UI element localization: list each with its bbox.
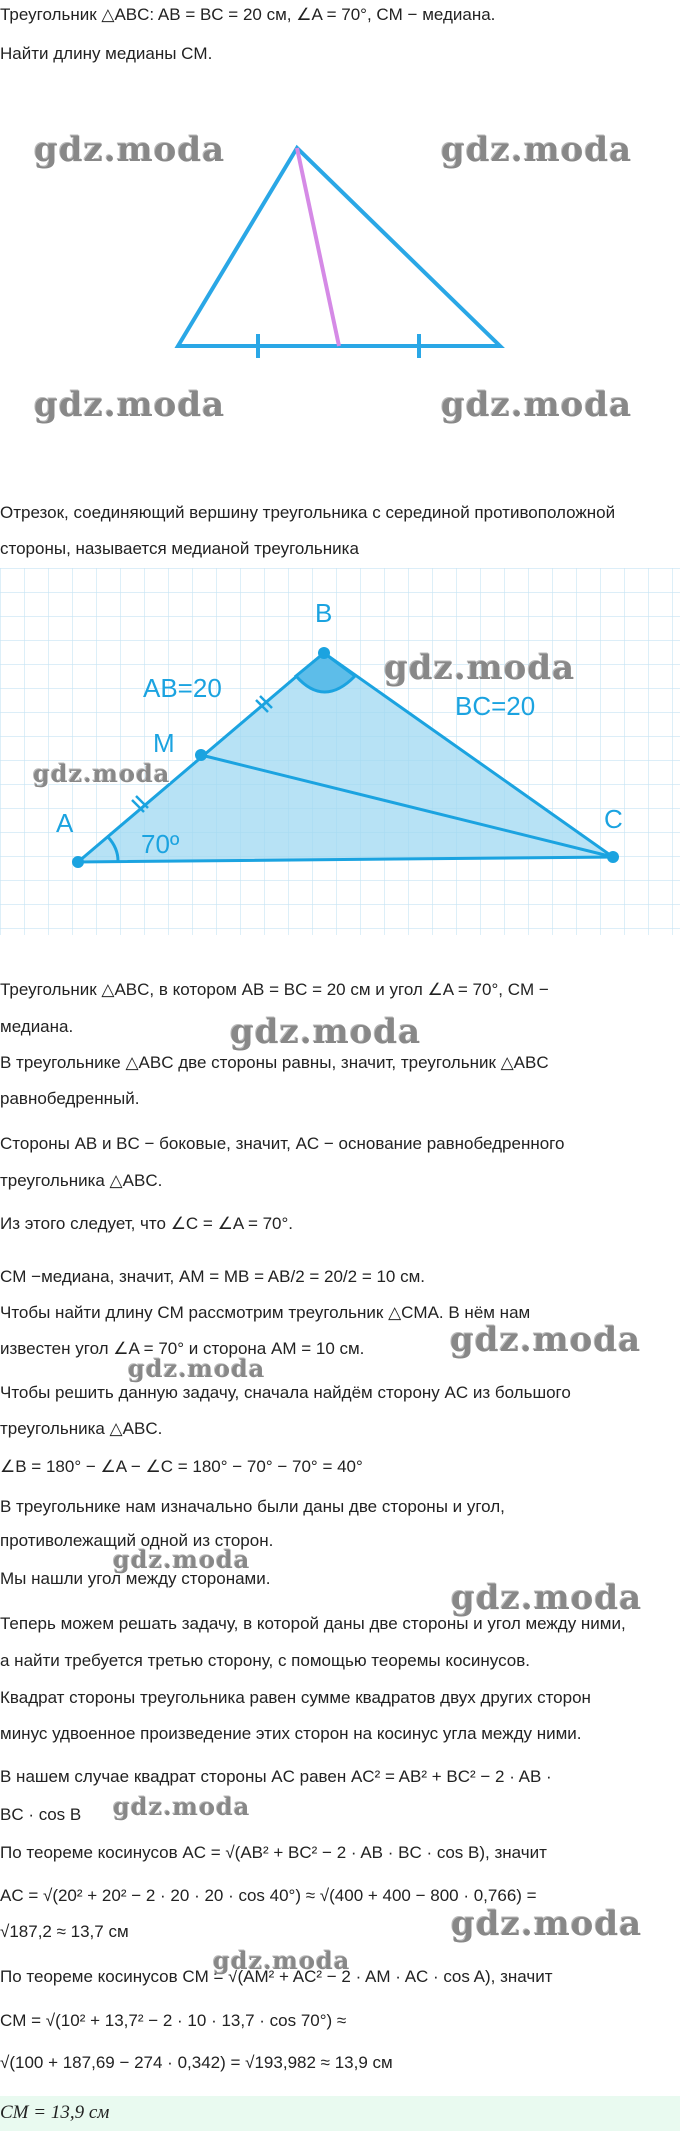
solution-line-15: противолежащий одной из сторон. bbox=[0, 1531, 274, 1550]
solution-line-25: √187,2 ≈ 13,7 см bbox=[0, 1922, 129, 1941]
label-m: M bbox=[153, 728, 175, 758]
solution-line-18: а найти требуется третью сторону, с помощью теоремы косинусов. bbox=[0, 1651, 531, 1670]
solution-line-28: √(100 + 187,69 − 274 · 0,342) = √193,982 ≈ 13,9 см bbox=[0, 2053, 393, 2072]
watermark: gdz.moda bbox=[34, 130, 226, 170]
solution-line-12: треугольника △ABC. bbox=[0, 1419, 163, 1438]
answer-text: CM = 13,9 см bbox=[0, 2102, 110, 2123]
watermark: gdz.moda bbox=[441, 385, 633, 425]
triangle-figure-2 bbox=[0, 568, 680, 935]
solution-line-8: CM −медиана, значит, AM = MB = AB/2 = 20/2 = 10 см. bbox=[0, 1267, 426, 1286]
solution-line-5: Стороны AB и BC − боковые, значит, AC − основание равнобедренного bbox=[0, 1134, 565, 1153]
solution-line-6: треугольника △ABC. bbox=[0, 1171, 163, 1190]
definition-line-2: стороны, называется медианой треугольника bbox=[0, 539, 359, 558]
watermark: gdz.moda bbox=[33, 759, 171, 788]
solution-line-16: Мы нашли угол между сторонами. bbox=[0, 1569, 271, 1588]
watermark: gdz.moda bbox=[384, 648, 576, 688]
solution-line-13: ∠B = 180° − ∠A − ∠C = 180° − 70° − 70° = 40° bbox=[0, 1457, 363, 1476]
solution-line-26: По теореме косинусов CM = √(AM² + AC² − 2 · AM · AC · cos A), значит bbox=[0, 1967, 553, 1986]
point-m bbox=[195, 749, 207, 761]
point-a bbox=[72, 856, 84, 868]
solution-line-4: равнобедренный. bbox=[0, 1089, 140, 1108]
label-bc: BC=20 bbox=[455, 691, 536, 721]
watermark: gdz.moda bbox=[441, 130, 633, 170]
solution-line-21: В нашем случае квадрат стороны AC равен AC² = AB² + BC² − 2 · AB · bbox=[0, 1767, 552, 1786]
label-ab: AB=20 bbox=[143, 673, 222, 703]
label-c: C bbox=[604, 804, 623, 834]
solution-line-24: AC = √(20² + 20² − 2 · 20 · 20 · cos 40°) ≈ √(400 + 400 − 800 · 0,766) = bbox=[0, 1886, 537, 1905]
median-line bbox=[297, 148, 339, 346]
problem-line-1: Треугольник △ABC: AB = BC = 20 см, ∠A = 70°, CM − медиана. bbox=[0, 5, 496, 24]
definition-line-1: Отрезок, соединяющий вершину треугольника с серединой противоположной bbox=[0, 503, 616, 522]
watermark: gdz.moda bbox=[113, 1792, 251, 1821]
solution-line-9: Чтобы найти длину CM рассмотрим треугольник △CMA. В нём нам bbox=[0, 1303, 531, 1322]
watermark: gdz.moda bbox=[213, 1946, 351, 1975]
problem-line-2: Найти длину медианы CM. bbox=[0, 44, 213, 63]
solution-line-20: минус удвоенное произведение этих сторон на косинус угла между ними. bbox=[0, 1724, 582, 1743]
point-b bbox=[318, 647, 330, 659]
watermark: gdz.moda bbox=[451, 1578, 643, 1618]
solution-line-3: В треугольнике △ABC две стороны равны, значит, треугольник △ABC bbox=[0, 1053, 549, 1072]
watermark: gdz.moda bbox=[450, 1320, 642, 1360]
label-angle-a: 70º bbox=[141, 829, 180, 859]
solution-line-27: CM = √(10² + 13,7² − 2 · 10 · 13,7 · cos 70°) ≈ bbox=[0, 2011, 347, 2030]
watermark: gdz.moda bbox=[34, 385, 226, 425]
solution-line-23: По теореме косинусов AC = √(AB² + BC² − 2 · AB · BC · cos B), значит bbox=[0, 1843, 547, 1862]
watermark: gdz.moda bbox=[451, 1904, 643, 1944]
answer-box bbox=[0, 2096, 680, 2131]
label-b: B bbox=[315, 598, 333, 628]
solution-line-10: известен угол ∠A = 70° и сторона AM = 10 см. bbox=[0, 1339, 365, 1358]
watermark: gdz.moda bbox=[128, 1354, 266, 1383]
solution-line-11: Чтобы решить данную задачу, сначала найдём сторону AC из большого bbox=[0, 1383, 571, 1402]
solution-line-17: Теперь можем решать задачу, в которой даны две стороны и угол между ними, bbox=[0, 1614, 626, 1633]
solution-line-14: В треугольнике нам изначально были даны две стороны и угол, bbox=[0, 1497, 505, 1516]
triangle-outline bbox=[178, 148, 500, 346]
solution-line-1: Треугольник △ABC, в котором AB = BC = 20 см и угол ∠A = 70°, CM − bbox=[0, 980, 549, 999]
label-a: A bbox=[56, 808, 74, 838]
point-c bbox=[607, 851, 619, 863]
solution-line-19: Квадрат стороны треугольника равен сумме квадратов двух других сторон bbox=[0, 1688, 591, 1707]
watermark: gdz.moda bbox=[113, 1545, 251, 1574]
solution-line-2: медиана. bbox=[0, 1017, 74, 1036]
watermark: gdz.moda bbox=[230, 1012, 422, 1052]
solution-line-22: BC · cos B bbox=[0, 1805, 82, 1824]
solution-line-7: Из этого следует, что ∠C = ∠A = 70°. bbox=[0, 1214, 294, 1233]
